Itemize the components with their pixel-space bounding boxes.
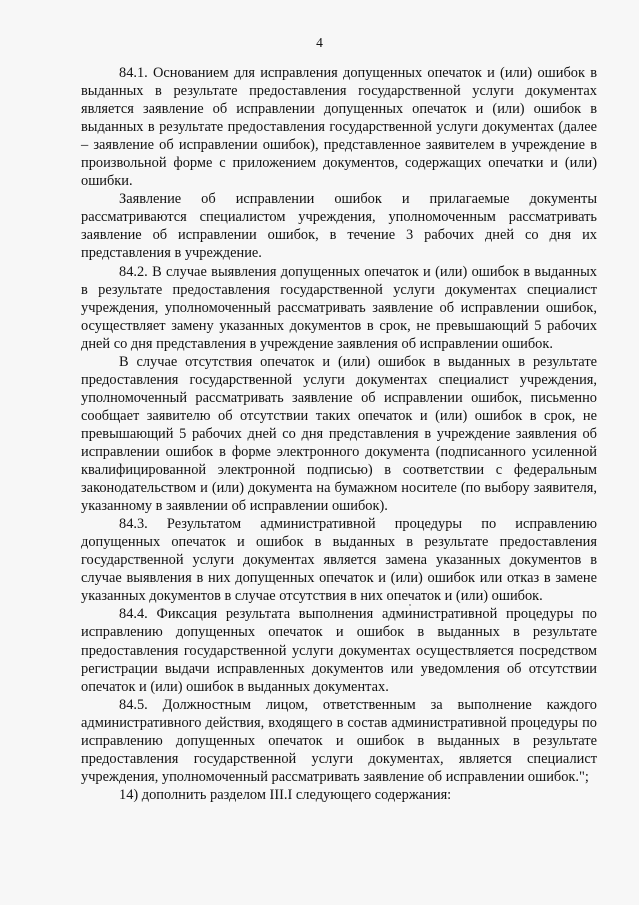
paragraph-84-3: 84.3. Результатом административной процедуры по исправлению допущенных опечаток и ошибок в выданных в результате предоставления государственной услуги документах является замена указанных документов в случае выявления в них допущенных опечаток и (или) ошибок или отказ в замене указанных документов в случае отсутствия в них опечаток и (или) ошибок. [81, 516, 597, 605]
scan-speck [409, 604, 411, 606]
paragraph-item-14: 14) дополнить разделом III.I следующего содержания: [119, 786, 452, 803]
paragraph-84-1: 84.1. Основанием для исправления допущенных опечаток и (или) ошибок в выданных в результате предоставления государственной услуги документах является заявление об исправлении допущенных опечаток и (или) ошибок в выданных в результате предоставления государственной услуги документах (далее – заявление об исправлении ошибок), представленное заявителем в учреждение в произвольной форме с приложением документов, содержащих опечатки и (или) ошибки. [81, 65, 597, 190]
paragraph-84-4: 84.4. Фиксация результата выполнения административной процедуры по исправлению допущенных опечаток и ошибок в выданных в результате предоставления государственной услуги документах осуществляется посредством регистрации выдачи исправленных документов или уведомления об отсутствии опечаток и (или) ошибок в выданных документах. [81, 606, 597, 695]
page-number: 4 [316, 35, 323, 50]
paragraph-review-terms: Заявление об исправлении ошибок и прилагаемые документы рассматриваются специалистом учреждения, уполномоченным рассматривать заявление об исправлении ошибок, в течение 3 рабочих дней со дня их представления в учреждение. [81, 191, 597, 262]
paragraph-no-errors-case: В случае отсутствия опечаток и (или) ошибок в выданных в результате предоставления государственной услуги документах специалист учреждения, уполномоченный рассматривать заявление об исправлении ошибок, письменно сообщает заявителю об отсутствии таких опечаток и (или) ошибок в срок, не превышающий 5 рабочих дней со дня представления в учреждение заявления об исправлении ошибок в форме электронного документа (подписанного усиленной квалифицированной электронной подписью) в соответствии с федеральным законодательством и (или) документа на бумажном носителе (по выбору заявителя, указанному в заявлении об исправлении ошибок). [81, 353, 597, 515]
paragraph-84-2: 84.2. В случае выявления допущенных опечаток и (или) ошибок в выданных в результате предоставления государственной услуги документах специалист учреждения, уполномоченный рассматривать заявление об исправлении ошибок, осуществляет замену указанных документов в срок, не превышающий 5 рабочих дней со дня представления в учреждение заявления об исправлении ошибок. [81, 263, 597, 352]
paragraph-84-5: 84.5. Должностным лицом, ответственным за выполнение каждого административного действия, входящего в состав административной процедуры по исправлению допущенных опечаток и ошибок в выданных в результате предоставления государственной услуги документах, является специалист учреждения, уполномоченный рассматривать заявление об исправлении ошибок."; [81, 696, 597, 785]
document-body [81, 64, 597, 804]
